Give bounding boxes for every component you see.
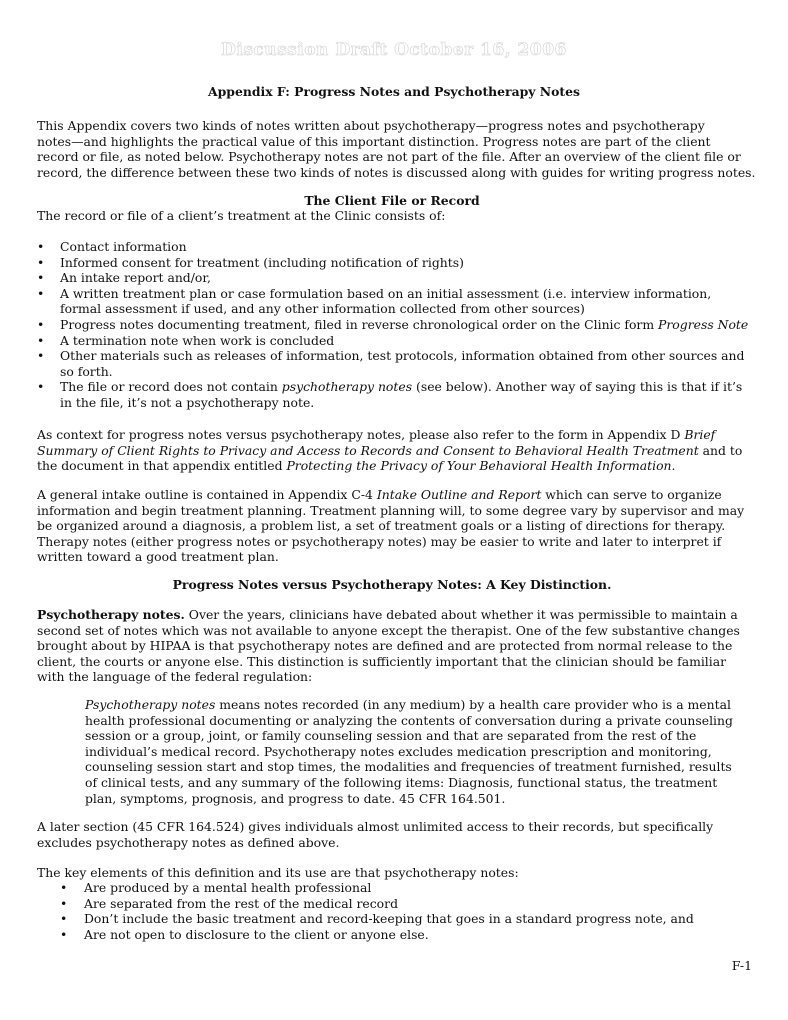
text-line: [37, 427, 749, 443]
list-item: [60, 880, 750, 896]
list-item: [60, 911, 750, 927]
text-run: A general intake outline is contained in Appendix C-4: [37, 487, 377, 502]
text-run: As context for progress notes versus psychotherapy notes, please also refer to the form in Appendix D: [37, 427, 685, 442]
text-line: be organized around a diagnosis, a problem list, a set of treatment goals or a listing of directions for therapy.: [37, 518, 726, 534]
list-item: [37, 317, 749, 333]
text-line: [60, 379, 749, 395]
defined-term: Psychotherapy notes: [85, 697, 216, 712]
text-run: the document in that appendix entitled: [37, 458, 287, 474]
list-item: [60, 927, 750, 943]
distinction-heading: Progress Notes versus Psychotherapy Notes: A Key Distinction.: [172, 577, 612, 592]
text-run: (see below). Another way of saying this is that if it’s: [412, 379, 743, 395]
text-run: .: [671, 458, 676, 474]
page-number: F-1: [731, 958, 752, 973]
intro-paragraph: [37, 118, 756, 180]
text-run: and to: [698, 442, 743, 458]
text-line: [37, 607, 749, 623]
psychotherapy-notes-paragraph: [37, 607, 749, 685]
regulation-quote: [85, 697, 749, 806]
text-line: • Are not open to disclosure to the client or anyone else.: [84, 926, 429, 942]
text-line: excludes psychotherapy notes as defined above.: [37, 834, 340, 850]
text-line: [85, 697, 749, 713]
intake-paragraph: [37, 487, 749, 565]
text-line: individual’s medical record. Psychotherapy notes excludes medication prescription and monitoring,: [85, 743, 712, 759]
text-line: • Informed consent for treatment (including notification of rights): [60, 254, 464, 270]
client-file-list: [37, 239, 749, 411]
text-line: of clinical tests, and any summary of the following items: Diagnosis, functional status, the treatment: [85, 774, 718, 790]
text-line: counseling session start and stop times, the modalities and frequencies of treatment furnished, results: [85, 759, 732, 775]
text-line: brought about by HIPAA is that psychotherapy notes are defined and are protected from normal release to the: [37, 638, 733, 654]
document-title: Intake Outline and Report: [376, 487, 542, 502]
list-item: [37, 333, 749, 349]
list-item: [37, 270, 749, 286]
text-line: record or file, as noted below. Psychotherapy notes are not part of the file. After an overview of the client file or: [37, 149, 741, 165]
draft-watermark: Discussion Draft October 16, 2006: [221, 40, 567, 60]
text-line: • An intake report and/or,: [60, 270, 211, 286]
context-paragraph: [37, 427, 749, 474]
text-line: • A written treatment plan or case formulation based on an initial assessment (i.e. interview information,: [60, 285, 712, 301]
list-item: [37, 348, 749, 379]
text-line: formal assessment if used, and any other information collected from other sources): [60, 301, 585, 317]
form-name: Progress Note: [658, 316, 749, 332]
text-line: [60, 317, 749, 333]
text-run: Over the years, clinicians have debated about whether it was permissible to maintain a: [184, 607, 738, 622]
list-item: [37, 286, 749, 317]
text-run: which can serve to organize: [541, 487, 722, 502]
list-item: [60, 896, 750, 912]
term-lead: Psychotherapy notes.: [37, 607, 185, 622]
list-item: [37, 255, 749, 271]
client-file-heading: The Client File or Record: [304, 193, 480, 208]
text-line: in the file, it’s not a psychotherapy note.: [60, 394, 315, 410]
client-file-lead: The record or file of a client’s treatment at the Clinic consists of:: [37, 208, 446, 223]
text-line: [37, 487, 749, 503]
text-line: written toward a good treatment plan.: [37, 549, 279, 565]
emphasis: psychotherapy notes: [281, 379, 413, 395]
text-line: session or a group, joint, or family counseling session and that are separated from the rest of the: [85, 728, 697, 744]
text-line: information and begin treatment planning. Treatment planning will, to some degree vary by supervisor and may: [37, 502, 745, 518]
list-item: [37, 239, 749, 255]
text-line: This Appendix covers two kinds of notes written about psychotherapy—progress notes and psychotherapy: [37, 118, 705, 133]
document-title: Brief: [684, 427, 716, 442]
text-line: notes—and highlights the practical value of this important distinction. Progress notes are part of the client: [37, 133, 711, 149]
text-line: A later section (45 CFR 164.524) gives individuals almost unlimited access to their records, but specifically: [37, 819, 714, 834]
text-line: [37, 443, 749, 459]
text-line: • Are produced by a mental health professional: [84, 880, 372, 895]
text-line: Therapy notes (either progress notes or psychotherapy notes) may be easier to write and later to interpret if: [37, 533, 722, 549]
text-line: second set of notes which was not available to anyone except the therapist. One of the few substantive changes: [37, 622, 740, 638]
text-run: Progress notes documenting treatment, filed in reverse chronological order on the Clinic form: [60, 316, 659, 332]
key-elements-lead: The key elements of this definition and its use are that psychotherapy notes:: [37, 865, 519, 880]
text-line: plan, symptoms, prognosis, and progress to date. 45 CFR 164.501.: [85, 790, 506, 806]
key-elements-list: [60, 880, 750, 942]
text-line: • Are separated from the rest of the medical record: [84, 895, 398, 911]
text-line: • Other materials such as releases of information, test protocols, information obtained from other sources and: [60, 348, 745, 364]
text-line: health professional documenting or analyzing the contents of conversation during a private counseling: [85, 712, 733, 728]
text-line: so forth.: [60, 363, 113, 379]
document-title: Summary of Client Rights to Privacy and Access to Records and Consent to Behavioral Health Treatment: [37, 442, 699, 458]
text-line: client, the courts or anyone else. This distinction is sufficiently important that the clinician should be familiar: [37, 653, 727, 669]
text-line: • Don’t include the basic treatment and record-keeping that goes in a standard progress note, and: [84, 911, 694, 927]
list-item: [37, 379, 749, 410]
text-line: record, the difference between these two kinds of notes is discussed along with guides for writing progress notes.: [37, 164, 756, 180]
later-section-paragraph: [37, 819, 749, 850]
document-title: Protecting the Privacy of Your Behavioral Health Information: [286, 458, 672, 474]
text-line: • Contact information: [60, 239, 187, 254]
text-run: The file or record does not contain: [60, 379, 282, 395]
text-line: [37, 458, 749, 474]
text-line: • A termination note when work is concluded: [60, 332, 335, 348]
text-line: with the language of the federal regulation:: [37, 669, 313, 685]
text-run: means notes recorded (in any medium) by a health care provider who is a mental: [215, 697, 731, 712]
page-title: Appendix F: Progress Notes and Psychotherapy Notes: [208, 84, 580, 99]
